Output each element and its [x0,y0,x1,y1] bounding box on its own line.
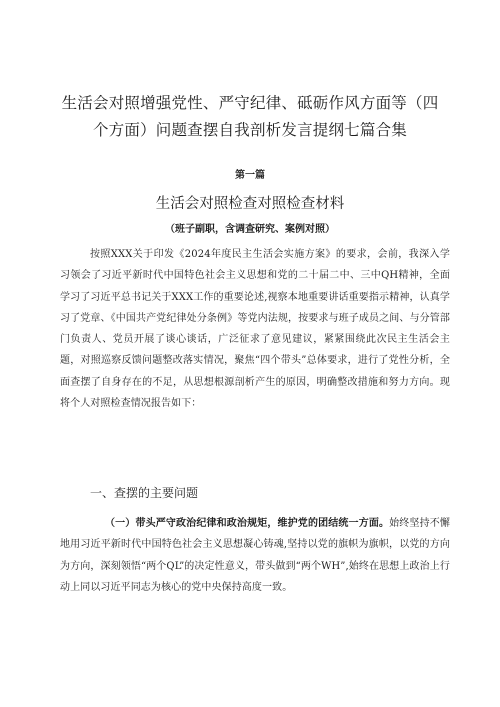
subsection-body: 始终坚持不懈地用习近平新时代中国特色社会主义思想凝心铸魂,坚持以党的旗帜为旗帜，以党的方向为方向，深刻领悟“两个QL”的决定性意义，带头做到“两个WH”,始终在思想上政治上行动上同以习近平同志为核心的党中央保持高度一致。 [60,518,450,593]
section-label: 第一篇 [235,170,265,181]
article-subtitle: （班子副职，含调查研究、案例对照） [165,224,335,235]
subsection-lead: （一）带头严守政治纪律和政治规矩，维护党的团结统一方面。 [105,518,390,529]
subsection-paragraph [60,513,450,598]
intro-paragraph: 按照XXX关于印发《2024年度民主生活会实施方案》的要求，会前，我深入学习领会了习近平新时代中国特色社会主义思想和党的二十届二中、三中QH精神，全面学习了习近平总书记关于XXX工作的重要论述,视察本地重要讲话重要指示精神，认真学习了党章、《中国共产党纪律处分条例》等党内法规，按要求与班子成员之间、与分管部门负责人、党员开展了谈心谈话，广泛征求了意见建议，紧紧围绕此次民主生活会主题，对照巡察反馈问题整改落实情况，聚焦“四个带头”总体要求，进行了党性分析，全面查摆了自身存在的不足，从思想根源剖析产生的原因，明确整改措施和努力方向。现将个人对照检查情况报告如下： [60,249,450,410]
article-title: 生活会对照检查对照检查材料 [155,196,345,212]
document-title: 生活会对照增强党性、严守纪律、砥砺作风方面等（四个方面）问题查摆自我剖析发言提纲七篇合集 [61,94,439,139]
section-heading: 一、查摆的主要问题 [90,486,199,500]
